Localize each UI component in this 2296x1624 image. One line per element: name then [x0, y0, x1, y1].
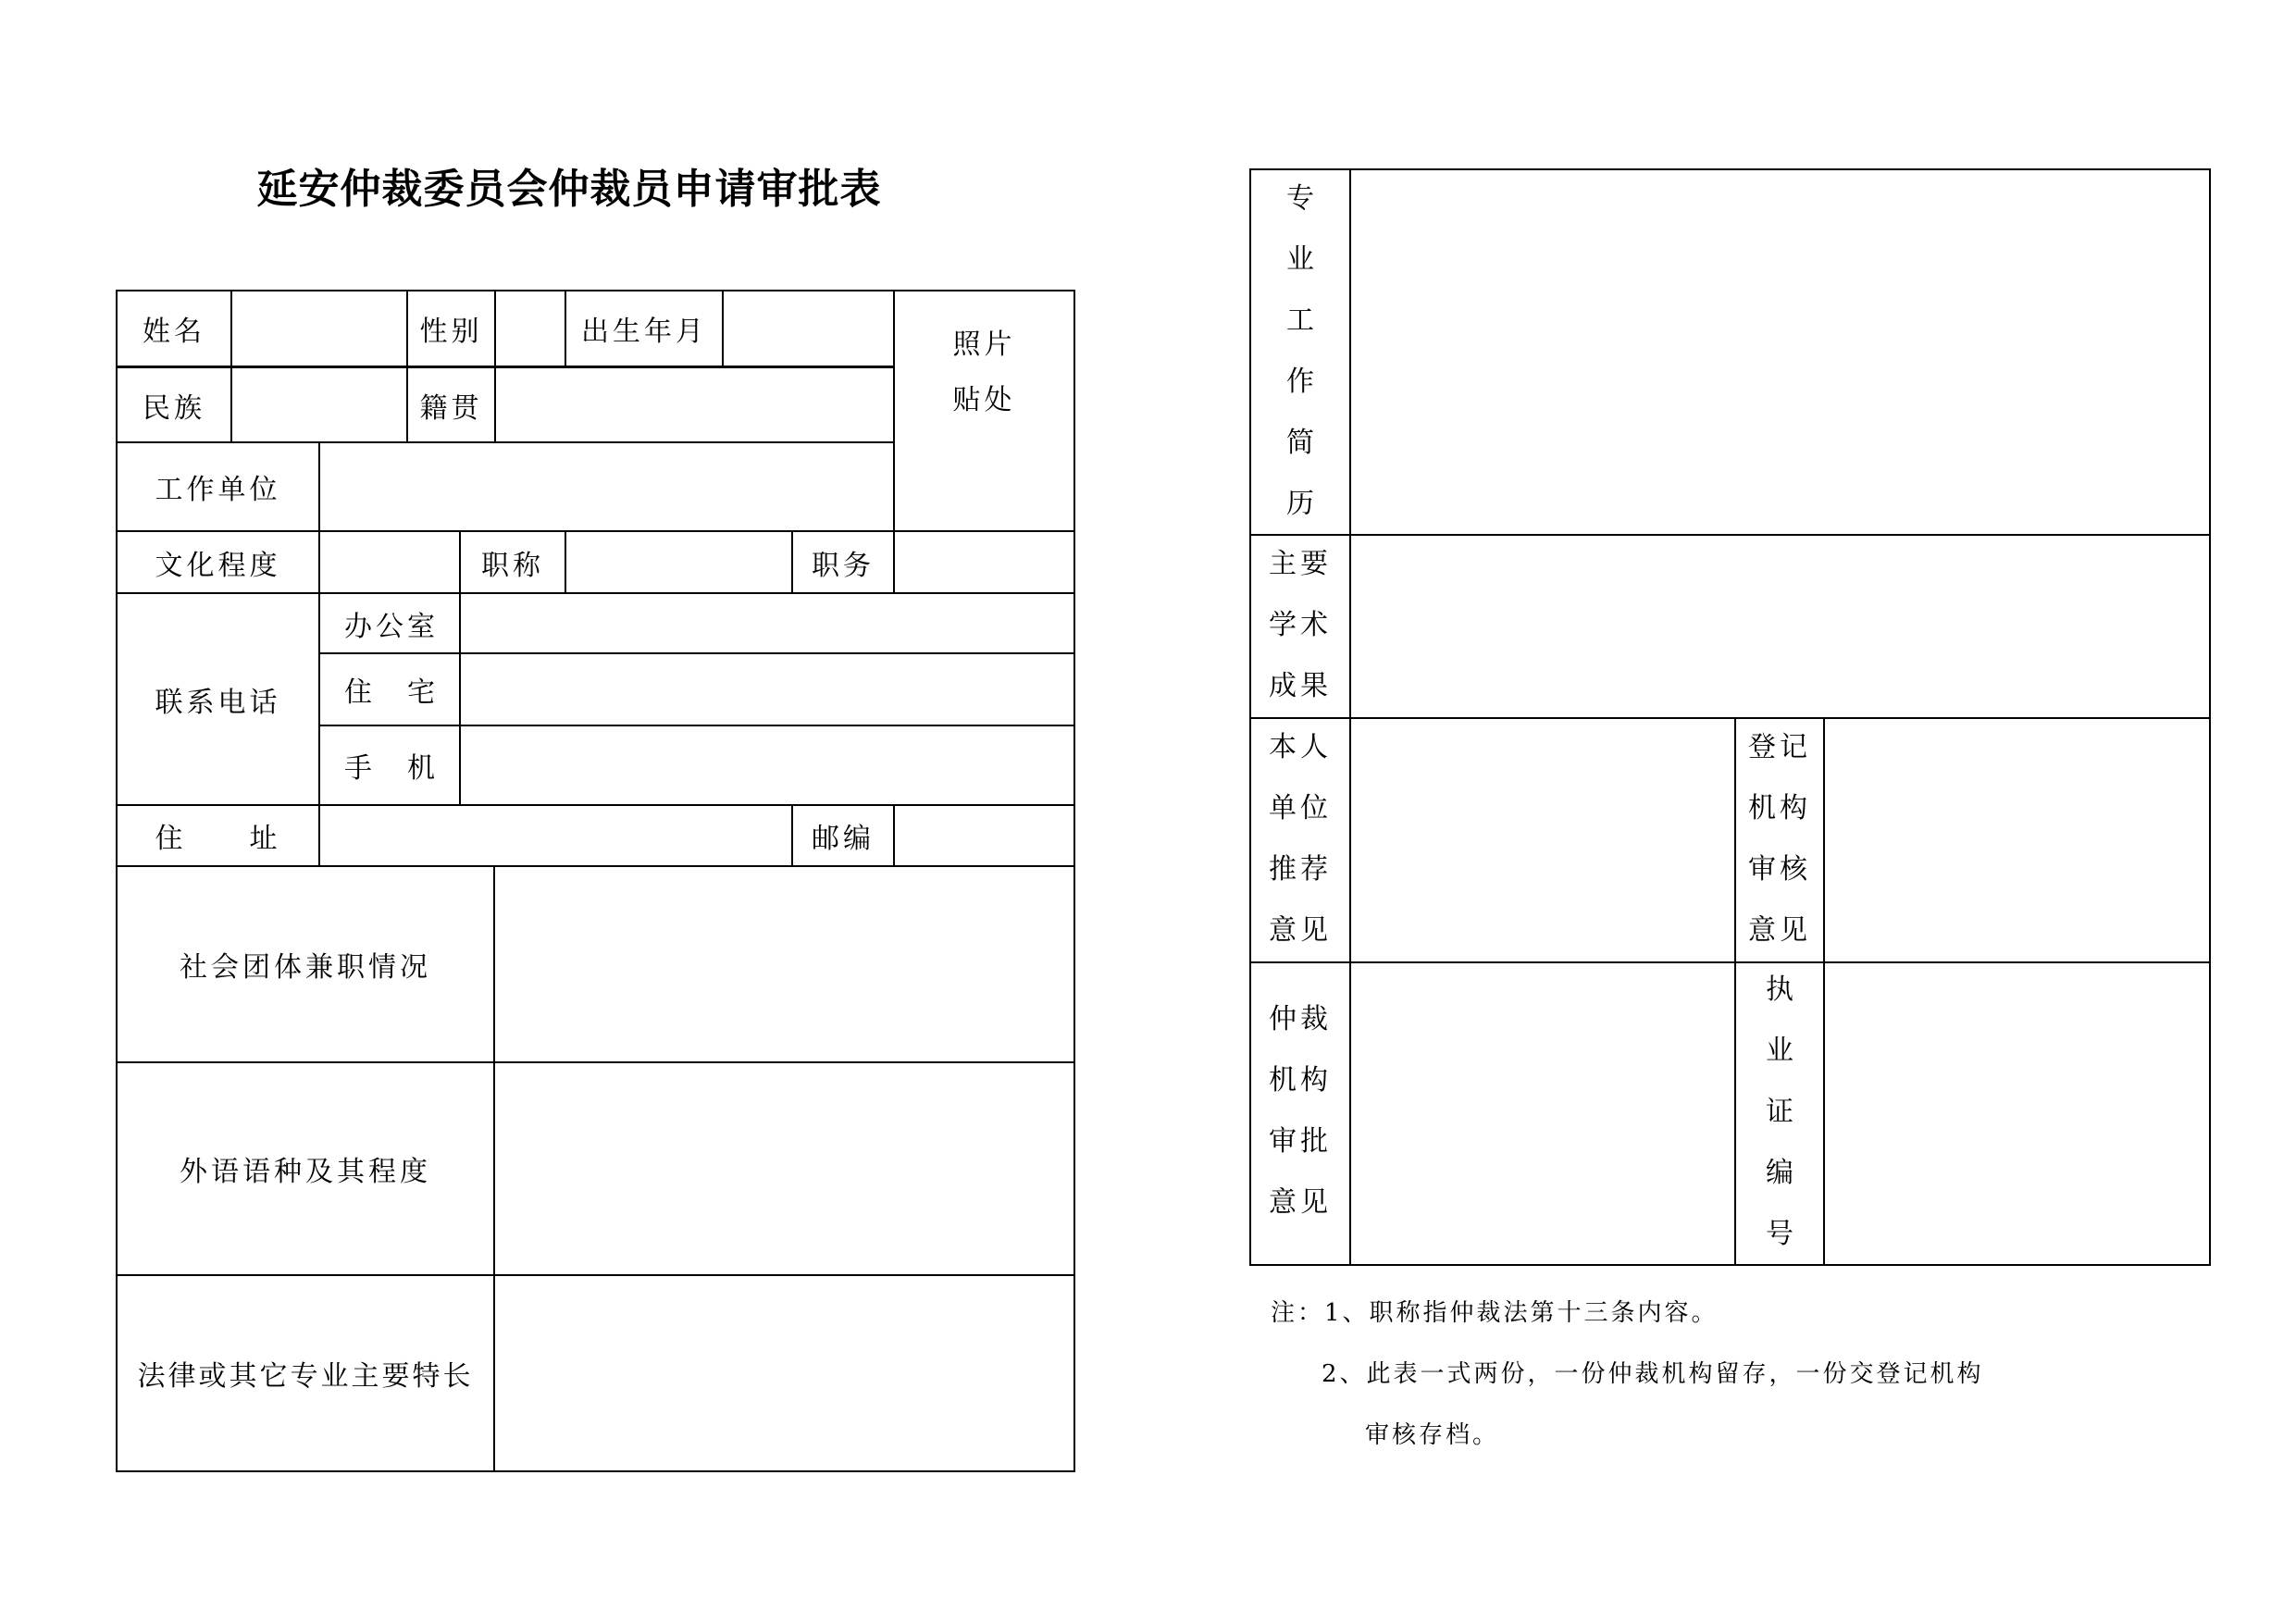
address-label: 住 址 — [155, 823, 281, 855]
education-label: 文化程度 — [155, 549, 281, 582]
position-field[interactable] — [895, 532, 1074, 592]
native-place-field[interactable] — [496, 368, 893, 441]
approval-line: 审批 — [1269, 1125, 1332, 1158]
gender-label: 性别 — [419, 316, 483, 348]
license-field[interactable] — [1825, 963, 2209, 1264]
registry-field[interactable] — [1825, 719, 2209, 961]
specialty-label: 法律或其它专业主要特长 — [137, 1360, 474, 1393]
ethnicity-label: 民族 — [143, 391, 205, 425]
language-label: 外语语种及其程度 — [180, 1156, 431, 1188]
gender-field[interactable] — [496, 291, 565, 366]
license-label — [1736, 973, 1823, 1250]
note-line-3: 审核存档。 — [1365, 1421, 1500, 1449]
resume-field[interactable] — [1351, 170, 2209, 534]
phone-label: 联系电话 — [155, 686, 281, 719]
registry-line: 意见 — [1748, 914, 1811, 947]
ethnicity-field[interactable] — [232, 368, 406, 441]
approval-line: 意见 — [1269, 1186, 1332, 1219]
approval-line: 仲裁 — [1269, 1003, 1332, 1035]
job-title-field[interactable] — [566, 532, 791, 592]
position-label: 职务 — [812, 549, 875, 582]
approval-field[interactable] — [1351, 963, 1734, 1264]
recommend-line: 本人 — [1269, 731, 1332, 763]
recommend-line: 推荐 — [1269, 853, 1332, 886]
photo-placeholder — [895, 222, 1074, 523]
table-border — [116, 1470, 1075, 1472]
license-char: 号 — [1766, 1218, 1793, 1250]
resume-char: 业 — [1286, 243, 1314, 276]
resume-char: 专 — [1286, 182, 1314, 215]
postcode-field[interactable] — [895, 806, 1074, 865]
name-field[interactable] — [232, 291, 406, 366]
resume-char: 作 — [1286, 366, 1314, 398]
resume-label — [1251, 182, 1349, 520]
language-field[interactable] — [495, 1063, 1074, 1274]
photo-label-line1: 照片 — [952, 328, 1016, 361]
academic-line: 主要 — [1269, 548, 1332, 580]
specialty-field[interactable] — [495, 1276, 1074, 1470]
photo-label-line2: 贴处 — [952, 383, 1016, 416]
page-title: 延安仲裁委员会仲裁员申请审批表 — [256, 166, 882, 213]
academic-line: 成果 — [1269, 670, 1332, 702]
registry-line: 审核 — [1748, 853, 1811, 886]
mobile-phone-label: 手 机 — [344, 752, 439, 785]
resume-char: 历 — [1286, 488, 1314, 520]
recommend-line: 单位 — [1269, 792, 1332, 824]
academic-line: 学术 — [1269, 609, 1332, 641]
license-char: 执 — [1766, 973, 1793, 1006]
work-unit-label: 工作单位 — [155, 474, 281, 506]
table-border — [1249, 1264, 2211, 1266]
recommend-field[interactable] — [1351, 719, 1734, 961]
name-label: 姓名 — [143, 316, 205, 348]
academic-field[interactable] — [1351, 536, 2209, 717]
office-phone-field[interactable] — [461, 594, 1074, 652]
education-field[interactable] — [320, 532, 459, 592]
approval-line: 机构 — [1269, 1064, 1332, 1097]
note-line-2: 2、此表一式两份，一份仲裁机构留存，一份交登记机构 — [1322, 1360, 1984, 1388]
academic-label — [1251, 548, 1349, 702]
social-label: 社会团体兼职情况 — [180, 951, 431, 984]
recommend-label — [1251, 731, 1349, 947]
registry-label — [1736, 731, 1823, 947]
resume-char: 工 — [1286, 304, 1314, 337]
note-line-1: 注：1、职称指仲裁法第十三条内容。 — [1271, 1299, 1719, 1327]
native-place-label: 籍贯 — [419, 391, 483, 425]
address-field[interactable] — [320, 806, 791, 865]
mobile-phone-field[interactable] — [461, 726, 1074, 804]
table-border — [1074, 290, 1075, 1472]
birth-field[interactable] — [724, 291, 893, 366]
license-char: 业 — [1766, 1035, 1793, 1067]
home-phone-field[interactable] — [461, 654, 1074, 725]
registry-line: 机构 — [1748, 792, 1811, 824]
registry-line: 登记 — [1748, 731, 1811, 763]
work-unit-field[interactable] — [320, 443, 893, 530]
recommend-line: 意见 — [1269, 914, 1332, 947]
birth-label: 出生年月 — [581, 316, 707, 348]
resume-char: 简 — [1286, 427, 1314, 459]
approval-label — [1251, 1003, 1349, 1219]
license-char: 编 — [1766, 1157, 1793, 1189]
license-char: 证 — [1766, 1096, 1793, 1128]
home-phone-label: 住 宅 — [344, 676, 439, 709]
office-phone-label: 办公室 — [344, 610, 439, 643]
social-field[interactable] — [495, 867, 1074, 1061]
postcode-label: 邮编 — [812, 823, 875, 855]
job-title-label: 职称 — [481, 549, 544, 582]
